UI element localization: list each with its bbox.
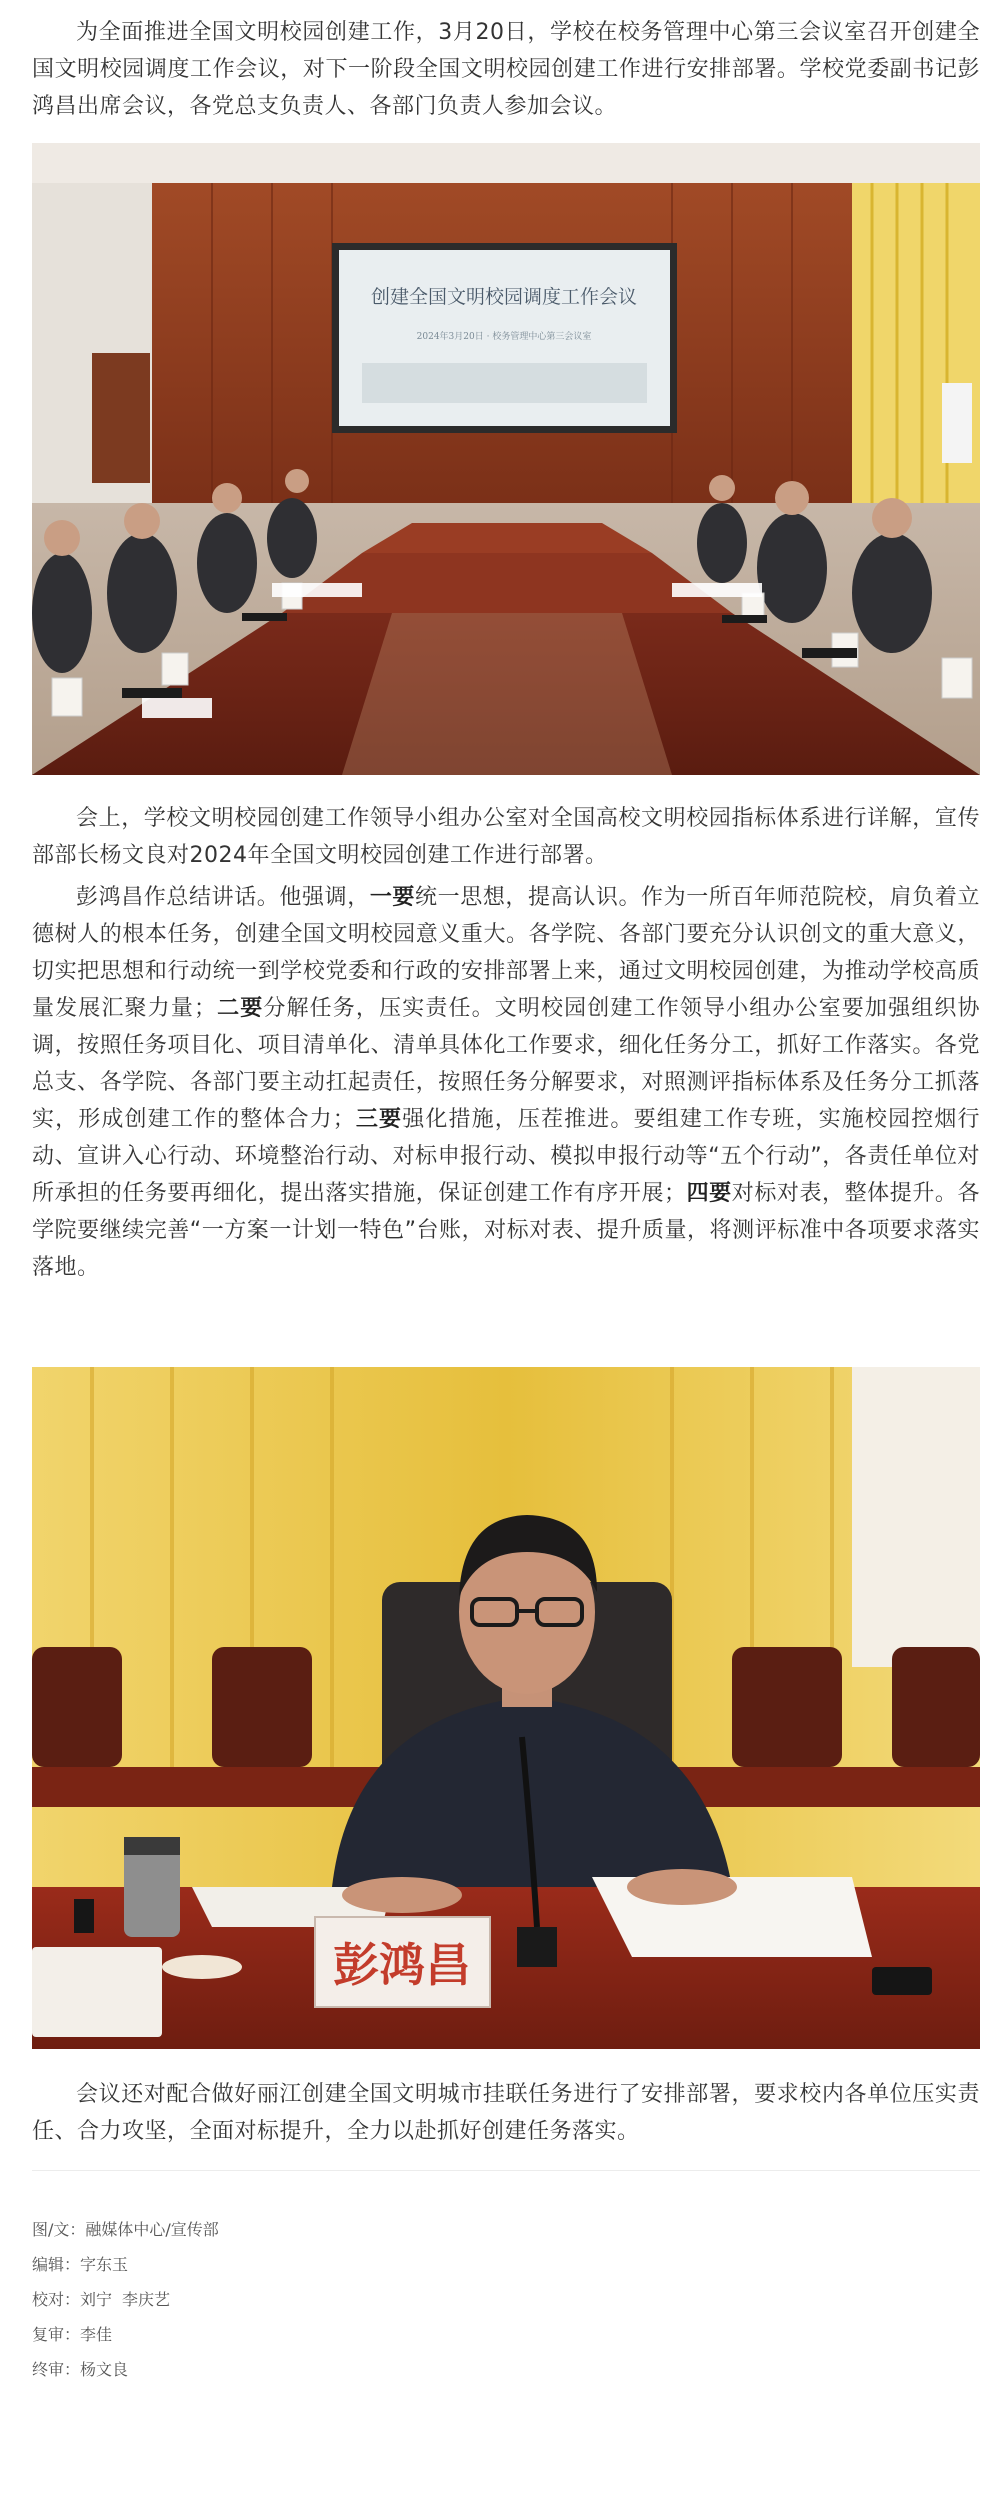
speech-intro: 彭鸿昌作总结讲话。他强调，	[76, 885, 370, 910]
name-plaque: 彭鸿昌	[333, 1938, 471, 1992]
credit-editor-label: 编辑：	[32, 2255, 81, 2274]
credit-author-value: 融媒体中心/宣传部	[85, 2220, 219, 2239]
speech-point-4-label: 四要	[686, 1181, 732, 1206]
credit-editor	[32, 2247, 632, 2282]
speech-point-2: 分解任务，压实责任。文明校园创建工作领导小组办公室要加强组织协调，按照任务项目化、项目清单化、清单具体化工作要求，细化任务分工，抓好工作落实。各党总支、各学院、各部门要主动扛起责任，按照任务分解要求，对照测评指标体系及任务分工抓落实，形成创建工作的整体合力；	[32, 996, 980, 1132]
credit-author	[32, 2212, 632, 2247]
credit-final	[32, 2352, 632, 2387]
speech-point-3: 强化措施，压茬推进。要组建工作专班，实施校园控烟行动、宣讲入心行动、环境整治行动、对标申报行动、模拟申报行动等“五个行动”，各责任单位对所承担的任务要再细化，提出落实措施，保证创建工作有序开展；	[32, 1107, 980, 1206]
credit-proofread-label: 校对：	[32, 2290, 81, 2309]
credit-final-label: 终审：	[32, 2360, 81, 2379]
intro-paragraph: 为全面推进全国文明校园创建工作，3月20日，学校在校务管理中心第三会议室召开创建全国文明校园调度工作会议，对下一阶段全国文明校园创建工作进行安排部署。学校党委副书记彭鸿昌出席会议，各党总支负责人、各部门负责人参加会议。	[32, 20, 980, 119]
speech-point-1-label: 一要	[369, 885, 416, 910]
meeting-room-photo	[32, 143, 980, 775]
speaker-photo	[32, 1367, 980, 2049]
credit-review-label: 复审：	[32, 2325, 81, 2344]
closing-paragraph: 会议还对配合做好丽江创建全国文明城市挂联任务进行了安排部署，要求校内各单位压实责任、合力攻坚，全面对标提升，全力以赴抓好创建任务落实。	[32, 2082, 980, 2144]
speech-point-4: 对标对表，整体提升。各学院要继续完善“一方案一计划一特色”台账，对标对表、提升质量，将测评标准中各项要求落实落地。	[32, 1181, 980, 1280]
report-paragraph: 会上，学校文明校园创建工作领导小组办公室对全国高校文明校园指标体系进行详解，宣传部部长杨文良对2024年全国文明校园创建工作进行部署。	[32, 806, 980, 868]
speech-point-1: 统一思想，提高认识。作为一所百年师范院校，肩负着立德树人的根本任务，创建全国文明校园意义重大。各学院、各部门要充分认识创文的重大意义，切实把思想和行动统一到学校党委和行政的安排部署上来，通过文明校园创建，为推动学校高质量发展汇聚力量；	[32, 885, 980, 1021]
speech-point-2-label: 二要	[216, 996, 264, 1021]
credit-author-label: 图/文：	[32, 2220, 86, 2239]
credit-proofreader-1: 刘宁	[80, 2290, 113, 2309]
credits-divider	[32, 2170, 980, 2171]
credit-proofreader-2: 李庆艺	[122, 2290, 171, 2309]
credit-review-value: 李佳	[80, 2325, 113, 2344]
credit-review	[32, 2317, 632, 2352]
screen-subtitle: 2024年3月20日 · 校务管理中心第三会议室	[416, 332, 592, 342]
speech-point-3-label: 三要	[355, 1107, 403, 1132]
credits-block	[32, 2212, 632, 2387]
screen-title: 创建全国文明校园调度工作会议	[370, 286, 638, 308]
credit-final-value: 杨文良	[80, 2360, 129, 2379]
credit-editor-value: 字东玉	[80, 2255, 129, 2274]
speech-paragraph	[32, 879, 980, 1286]
credit-proofread	[32, 2282, 632, 2317]
